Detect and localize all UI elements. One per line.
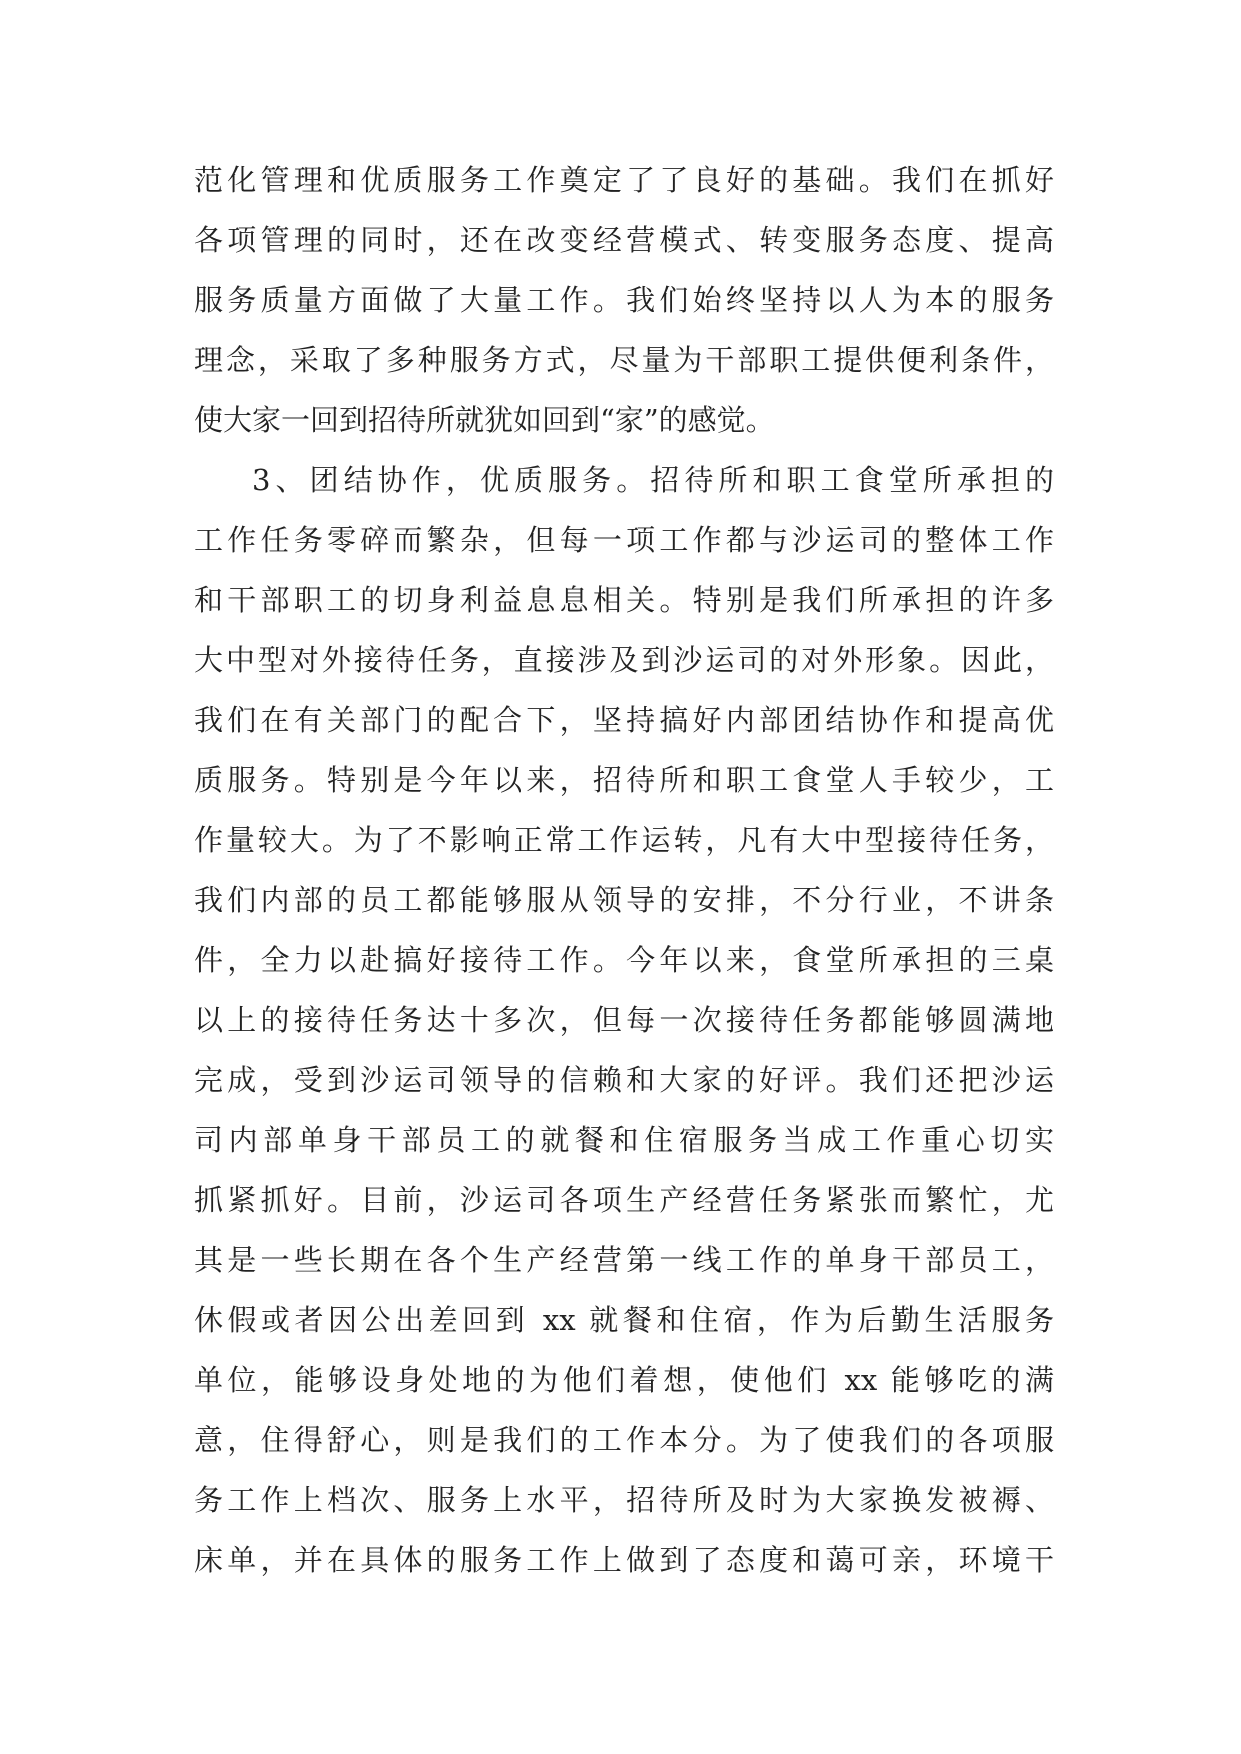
text-line: 意，住得舒心，则是我们的工作本分。为了使我们的各项服 <box>194 1423 1054 1457</box>
text-line: 单位，能够设身处地的为他们着想，使他们 xx 能够吃的满 <box>194 1363 1054 1397</box>
paragraph-1 <box>194 150 1054 450</box>
text-line: 以上的接待任务达十多次，但每一次接待任务都能够圆满地 <box>194 1003 1054 1037</box>
text-line: 抓紧抓好。目前，沙运司各项生产经营任务紧张而繁忙，尤 <box>194 1183 1054 1217</box>
text-line: 务工作上档次、服务上水平，招待所及时为大家换发被褥、 <box>194 1483 1054 1517</box>
text-line: 服务质量方面做了大量工作。我们始终坚持以人为本的服务 <box>194 283 1054 317</box>
text-line: 我们内部的员工都能够服从领导的安排，不分行业，不讲条 <box>194 883 1054 917</box>
text-line: 范化管理和优质服务工作奠定了了良好的基础。我们在抓好 <box>194 163 1054 197</box>
text-line: 作量较大。为了不影响正常工作运转，凡有大中型接待任务， <box>194 823 1054 857</box>
paragraph-2 <box>194 450 1054 1590</box>
text-line: 和干部职工的切身利益息息相关。特别是我们所承担的许多 <box>194 583 1054 617</box>
text-line: 我们在有关部门的配合下，坚持搞好内部团结协作和提高优 <box>194 703 1054 737</box>
text-line: 各项管理的同时，还在改变经营模式、转变服务态度、提高 <box>194 223 1054 257</box>
document-body <box>194 150 1054 1590</box>
text-line: 件，全力以赴搞好接待工作。今年以来，食堂所承担的三桌 <box>194 943 1054 977</box>
text-line: 工作任务零碎而繁杂，但每一项工作都与沙运司的整体工作 <box>194 523 1054 557</box>
text-line: 休假或者因公出差回到 xx 就餐和住宿，作为后勤生活服务 <box>194 1303 1054 1337</box>
text-line: 3、团结协作，优质服务。招待所和职工食堂所承担的 <box>252 463 1054 497</box>
text-line: 大中型对外接待任务，直接涉及到沙运司的对外形象。因此， <box>194 643 1054 677</box>
text-line: 其是一些长期在各个生产经营第一线工作的单身干部员工， <box>194 1243 1054 1277</box>
text-line: 理念，采取了多种服务方式，尽量为干部职工提供便利条件， <box>194 343 1054 377</box>
text-line: 质服务。特别是今年以来，招待所和职工食堂人手较少，工 <box>194 763 1054 797</box>
text-line: 使大家一回到招待所就犹如回到“家”的感觉。 <box>194 403 775 437</box>
text-line: 床单，并在具体的服务工作上做到了态度和蔼可亲，环境干 <box>194 1543 1054 1577</box>
text-line: 完成，受到沙运司领导的信赖和大家的好评。我们还把沙运 <box>194 1063 1054 1097</box>
text-line: 司内部单身干部员工的就餐和住宿服务当成工作重心切实 <box>194 1123 1054 1157</box>
